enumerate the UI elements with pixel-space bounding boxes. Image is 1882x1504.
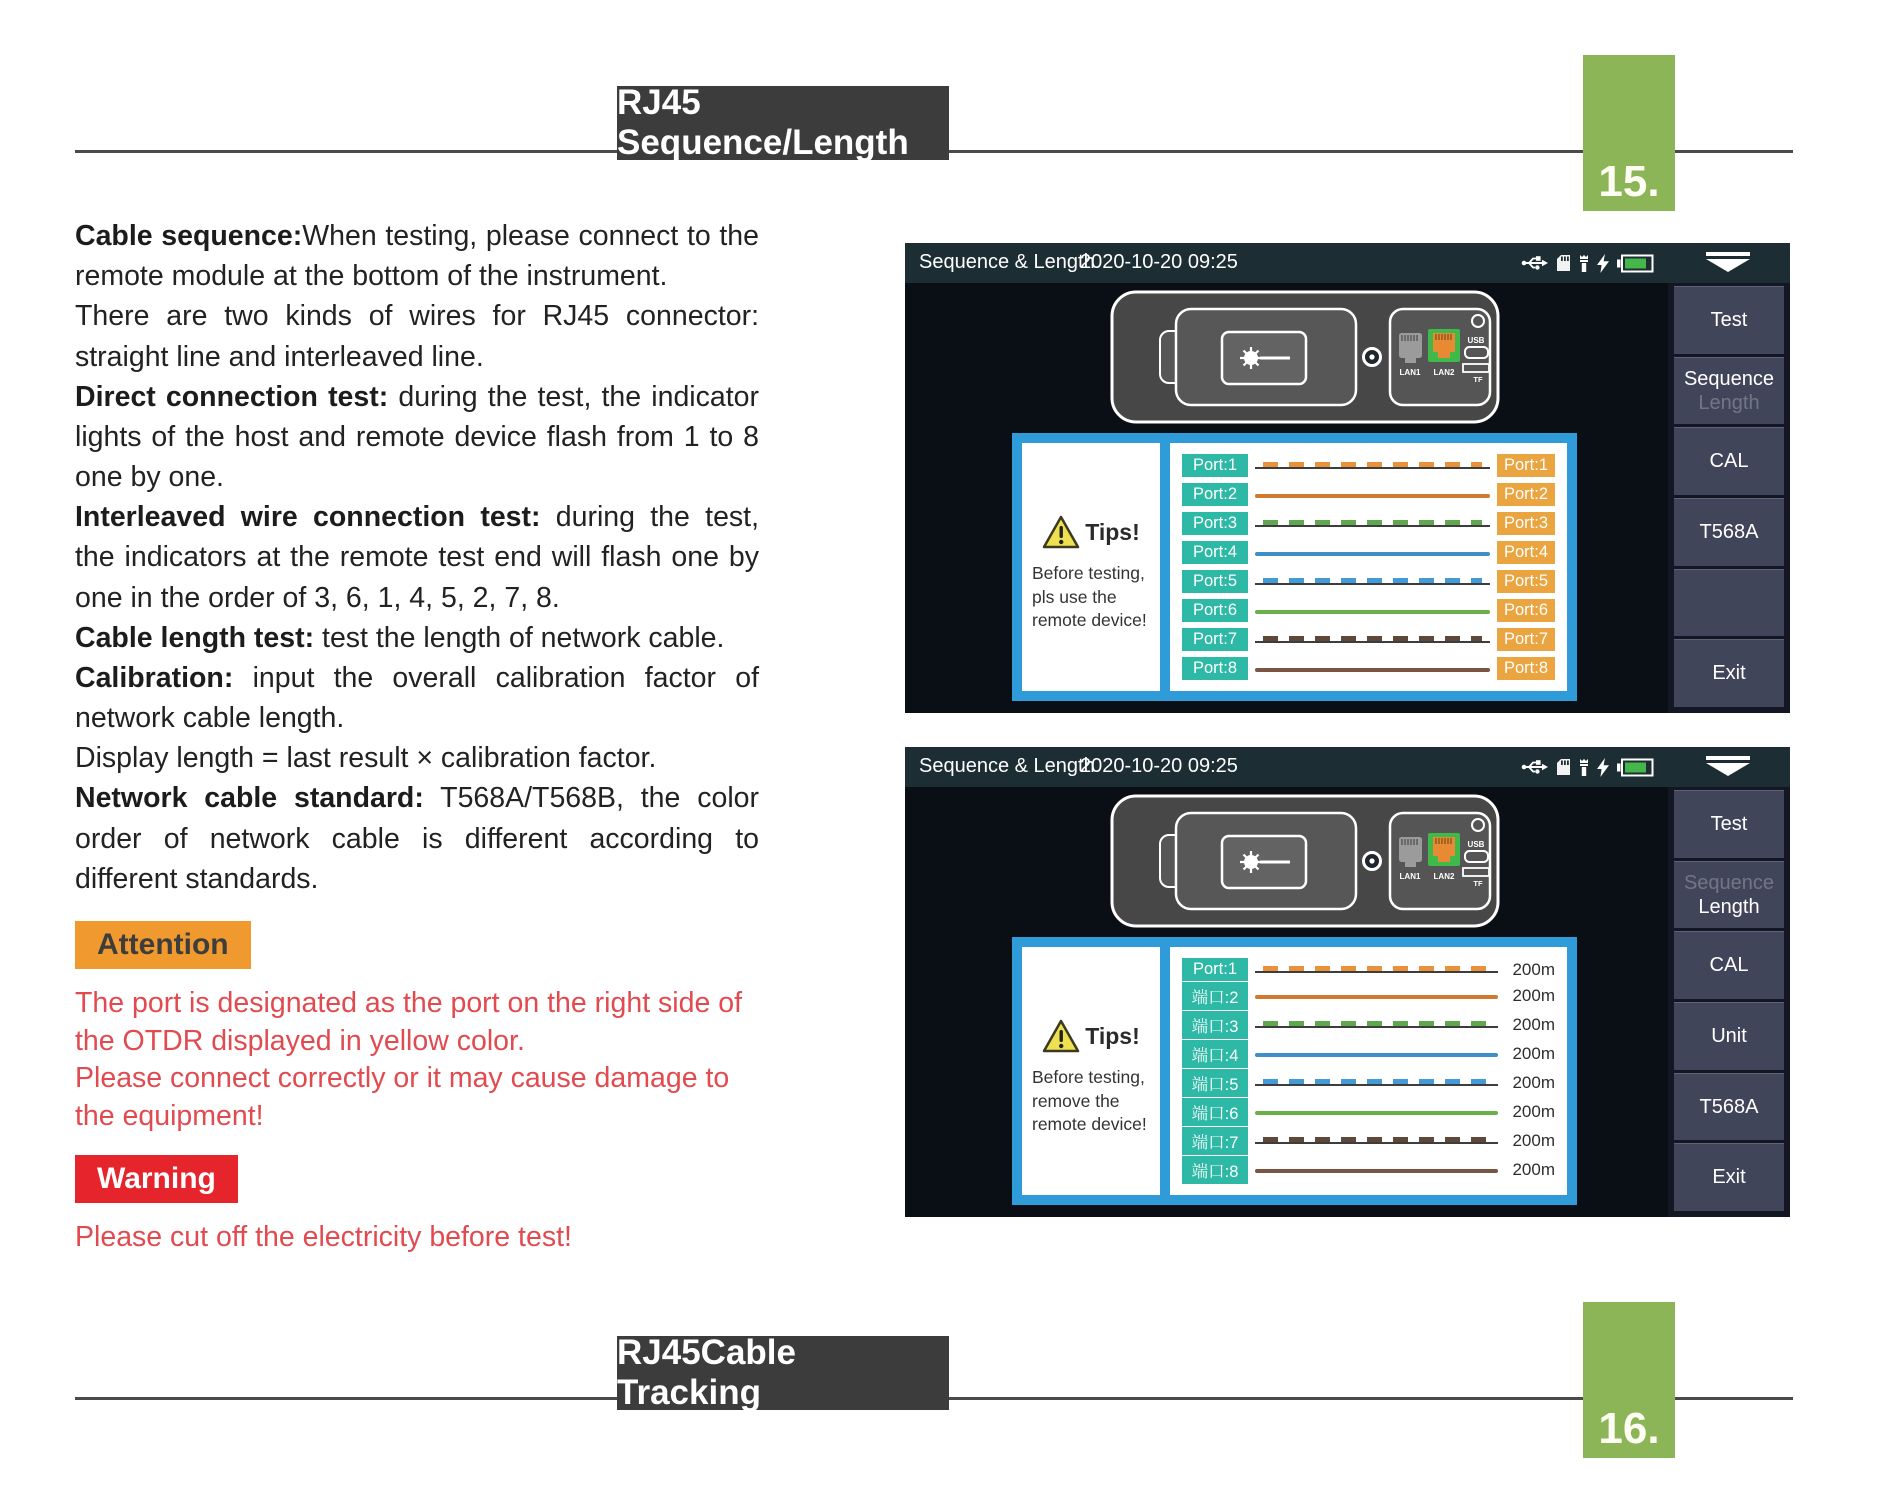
tips-line: Before testing, [1032, 563, 1145, 583]
instrument-bottom-illustration [1110, 289, 1500, 425]
menu-button-exit[interactable] [1674, 639, 1784, 707]
port-row [1182, 599, 1555, 622]
paragraph-lead: Cable length test: [75, 621, 315, 654]
menu-button-label: T568A [1699, 520, 1759, 543]
wire-line [1255, 1107, 1498, 1117]
device-screenshot-sequence-length-1 [905, 243, 1790, 713]
usb-icon [1521, 759, 1548, 775]
port-label-left: Port:2 [1182, 483, 1248, 506]
battery-icon [1617, 758, 1654, 777]
article-text-column [75, 216, 759, 1257]
wire-line [1255, 965, 1498, 975]
menu-button-label: Test [1710, 812, 1748, 835]
svg-text:LAN1: LAN1 [1399, 368, 1421, 377]
port-row [1182, 512, 1555, 535]
dropdown-arrow-icon[interactable] [1702, 252, 1754, 272]
port-label-left: Port:1 [1182, 958, 1248, 981]
port-label-left: 端口:7 [1182, 1127, 1248, 1155]
paragraph [75, 778, 759, 899]
svg-text:LAN2: LAN2 [1433, 872, 1455, 881]
warning-text: Please cut off the electricity before test! [75, 1221, 572, 1254]
paragraph-lead: Calibration: [75, 661, 234, 694]
paragraph-text: during the test, the indicators at the remote test end will flash one by one in the order of 3, 6, 1, 4, 5, 2, 7, 8. [75, 501, 759, 614]
port-label-right: Port:2 [1497, 483, 1555, 506]
paragraph-text: input the overall calibration factor of network cable length. [75, 661, 759, 735]
menu-button-label: T568A [1699, 1095, 1759, 1118]
wire-line [1255, 1078, 1498, 1088]
tips-line: Before testing, [1032, 1067, 1145, 1087]
paragraph-text: When testing, please connect to the remote module at the bottom of the instrument. [75, 220, 759, 293]
cable-length-value: 200m [1512, 1160, 1555, 1179]
usb-icon [1521, 255, 1548, 271]
paragraph [75, 658, 759, 738]
svg-text:TF: TF [1473, 375, 1483, 384]
screen-datetime: 2020-10-20 09:25 [1080, 755, 1238, 777]
paragraph-lead: Interleaved wire connection test: [75, 501, 541, 534]
port-row [1182, 628, 1555, 651]
wire-line [1255, 1049, 1498, 1059]
attention-badge: Attention [75, 921, 251, 969]
menu-button-t568a[interactable] [1674, 498, 1784, 566]
port-row [1182, 454, 1555, 477]
menu-button-label: CAL [1709, 450, 1749, 473]
cable-length-value: 200m [1512, 1015, 1555, 1034]
port-label-left: 端口:6 [1182, 1098, 1248, 1126]
wire-line [1255, 991, 1498, 1001]
tips-title: Tips! [1085, 1022, 1140, 1049]
port-row [1182, 1069, 1555, 1097]
warning-triangle-icon [1042, 1019, 1080, 1053]
paragraph-lead: Cable sequence: [75, 220, 303, 252]
wire-line [1255, 1020, 1498, 1030]
tips-line: remove the [1032, 1090, 1120, 1111]
menu-button-label: CAL [1709, 954, 1749, 977]
port-label-left: Port:7 [1182, 628, 1248, 651]
device-screenshot-sequence-length-2 [905, 747, 1790, 1217]
port-label-right: Port:8 [1497, 657, 1555, 680]
lan1-port-icon [1399, 837, 1422, 881]
port-row [1182, 982, 1555, 1010]
menu-button-label: Sequence [1683, 367, 1775, 390]
menu-button-unit[interactable] [1674, 1002, 1784, 1070]
menu-button-label: Length [1698, 391, 1760, 414]
tips-box [1022, 947, 1160, 1195]
port-label-left: Port:6 [1182, 599, 1248, 622]
port-label-left: 端口:2 [1182, 982, 1248, 1010]
svg-text:TF: TF [1473, 879, 1483, 888]
menu-button-label: Test [1710, 308, 1748, 331]
menu-button-t568a[interactable] [1674, 1073, 1784, 1141]
paragraph-text: Display length = last result × calibration factor. [75, 742, 657, 775]
screen-header [905, 243, 1790, 283]
page-number-tab-15: 15. [1583, 55, 1675, 211]
paragraph [75, 618, 759, 658]
page-number-tab-16: 16. [1583, 1302, 1675, 1458]
wire-line [1255, 664, 1490, 674]
port-row [1182, 541, 1555, 564]
status-icon-bar [1521, 747, 1654, 787]
section-title-rj45-sequence-length: RJ45 Sequence/Length [617, 86, 949, 160]
status-icon-bar [1521, 243, 1654, 283]
port-label-right: Port:4 [1497, 541, 1555, 564]
port-row [1182, 570, 1555, 593]
menu-button-label: Unit [1711, 1024, 1747, 1047]
port-label-left: Port:4 [1182, 541, 1248, 564]
wire-line [1255, 461, 1490, 471]
lan1-port-icon [1399, 333, 1422, 377]
svg-text:USB: USB [1467, 840, 1485, 849]
paragraph-text: during the test, the indicator lights of the host and remote device flash from 1 to 8 one by one. [75, 380, 759, 494]
result-panel [1012, 433, 1577, 701]
menu-button-blank[interactable] [1674, 569, 1784, 637]
wire-line [1255, 519, 1490, 529]
port-row [1182, 657, 1555, 680]
paragraph [75, 377, 759, 498]
screen-datetime: 2020-10-20 09:25 [1080, 251, 1238, 273]
sd-card-icon [1556, 254, 1571, 272]
port-label-right: Port:5 [1497, 570, 1555, 593]
paragraph-lead: Direct connection test: [75, 380, 389, 413]
wire-line [1255, 577, 1490, 587]
menu-button-test[interactable] [1674, 286, 1784, 354]
menu-button-cal[interactable] [1674, 931, 1784, 999]
menu-button-test[interactable] [1674, 790, 1784, 858]
menu-button-label: Length [1698, 895, 1760, 918]
port-row [1182, 1127, 1555, 1155]
port-label-right: Port:1 [1497, 454, 1555, 477]
port-label-right: Port:7 [1497, 628, 1555, 651]
cable-length-value: 200m [1512, 1044, 1555, 1063]
screen-title: Sequence & Length [919, 755, 1095, 777]
port-label-left: Port:3 [1182, 512, 1248, 535]
wire-line [1255, 1165, 1498, 1175]
paragraph-text: test the length of network cable. [314, 621, 725, 654]
wire-line [1255, 548, 1490, 558]
wire-line [1255, 490, 1490, 500]
warning-badge: Warning [75, 1155, 238, 1203]
screen-body [905, 787, 1668, 1217]
paragraph [75, 738, 759, 778]
port-row [1182, 1011, 1555, 1039]
tips-title: Tips! [1085, 518, 1140, 545]
paragraph [75, 296, 759, 376]
charging-bolt-icon [1597, 758, 1609, 777]
port-label-left: 端口:5 [1182, 1069, 1248, 1097]
sd-card-icon [1556, 758, 1571, 776]
port-label-left: Port:8 [1182, 657, 1248, 680]
screen-body [905, 283, 1668, 713]
cable-length-value: 200m [1512, 986, 1555, 1005]
screen-header [905, 747, 1790, 787]
wire-line [1255, 606, 1490, 616]
port-label-right: Port:6 [1497, 599, 1555, 622]
port-row [1182, 1040, 1555, 1068]
paragraph-text: T568A/T568B, the color order of network cable is different according to different standards. [75, 782, 759, 895]
ports-panel [1170, 443, 1567, 691]
menu-button-exit[interactable] [1674, 1143, 1784, 1211]
port-label-right: Port:3 [1497, 512, 1555, 535]
attention-text: The port is designated as the port on the right side of the OTDR displayed in yellow color. Please connect correctly or it may cause damage to the equipment! [75, 986, 742, 1132]
port-row [1182, 1156, 1555, 1184]
cable-length-value: 200m [1512, 959, 1555, 979]
cable-length-value: 200m [1512, 1102, 1555, 1121]
menu-button-label: Sequence [1683, 871, 1775, 894]
side-menu [1668, 283, 1790, 713]
port-row [1182, 1098, 1555, 1126]
svg-text:USB: USB [1467, 336, 1485, 345]
svg-text:LAN1: LAN1 [1399, 872, 1421, 881]
port-label-left: Port:1 [1182, 454, 1248, 477]
tips-text [1022, 562, 1160, 633]
port-row [1182, 958, 1555, 981]
flashlight-icon [1579, 758, 1589, 776]
ports-panel [1170, 947, 1567, 1195]
tips-line: pls use the [1032, 586, 1117, 607]
flashlight-icon [1579, 254, 1589, 272]
warning-triangle-icon [1042, 515, 1080, 549]
side-menu [1668, 787, 1790, 1217]
paragraph [75, 216, 759, 296]
menu-button-cal[interactable] [1674, 427, 1784, 495]
charging-bolt-icon [1597, 254, 1609, 273]
result-panel [1012, 937, 1577, 1205]
wire-line [1255, 1136, 1498, 1146]
menu-button-label: Exit [1712, 662, 1746, 685]
screen-title: Sequence & Length [919, 251, 1095, 273]
paragraph [75, 497, 759, 618]
port-label-left: 端口:8 [1182, 1156, 1248, 1184]
paragraph-lead: Network cable standard: [75, 782, 424, 815]
tips-line: remote device! [1032, 1114, 1147, 1135]
port-label-left: 端口:4 [1182, 1040, 1248, 1068]
port-label-left: Port:5 [1182, 570, 1248, 593]
svg-text:LAN2: LAN2 [1433, 368, 1455, 377]
cable-length-value: 200m [1512, 1073, 1555, 1092]
battery-icon [1617, 254, 1654, 273]
port-label-left: 端口:3 [1182, 1011, 1248, 1039]
port-row [1182, 483, 1555, 506]
cable-length-value: 200m [1512, 1131, 1555, 1150]
dropdown-arrow-icon[interactable] [1702, 756, 1754, 776]
wire-line [1255, 635, 1490, 645]
menu-button-label: Exit [1712, 1166, 1746, 1189]
paragraph-text: There are two kinds of wires for RJ45 connector: straight line and interleaved line. [75, 300, 759, 373]
tips-text [1022, 1066, 1160, 1137]
tips-line: remote device! [1032, 610, 1147, 631]
section-title-rj45-cable-tracking: RJ45Cable Tracking [617, 1336, 949, 1410]
menu-button-sequence[interactable] [1674, 357, 1784, 425]
tips-box [1022, 443, 1160, 691]
instrument-bottom-illustration [1110, 793, 1500, 929]
menu-button-sequence[interactable] [1674, 861, 1784, 929]
